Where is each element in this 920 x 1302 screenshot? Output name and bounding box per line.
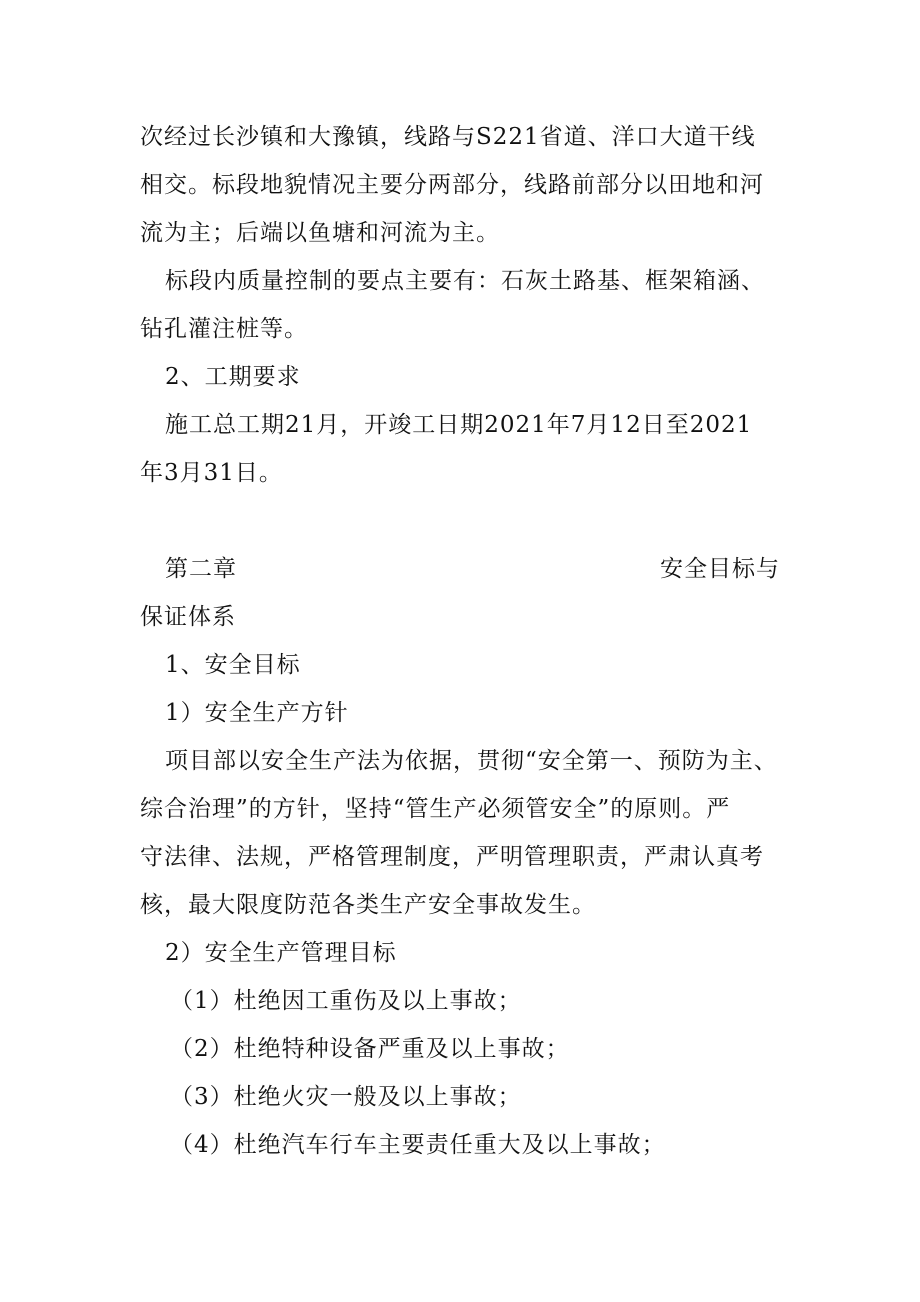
paragraph-line: 核，最大限度防范各类生产安全事故发生。 — [140, 892, 596, 918]
list-item: （4）杜绝汽车行车主要责任重大及以上事故； — [170, 1132, 666, 1158]
paragraph-line: 钻孔灌注桩等。 — [140, 316, 308, 342]
list-item: （3）杜绝火灾一般及以上事故； — [170, 1084, 522, 1110]
chapter-heading-left: 第二章 — [165, 556, 237, 582]
subsection-heading: 2）安全生产管理目标 — [165, 940, 397, 966]
paragraph-line: 相交。标段地貌情况主要分两部分，线路前部分以田地和河 — [140, 172, 764, 198]
paragraph-line: 流为主；后端以鱼塘和河流为主。 — [140, 220, 500, 246]
list-item: （2）杜绝特种设备严重及以上事故； — [170, 1036, 570, 1062]
section-heading: 1、安全目标 — [165, 652, 301, 678]
chapter-heading-continuation: 保证体系 — [140, 604, 236, 630]
paragraph-line: 项目部以安全生产法为依据，贯彻“安全第一、预防为主、 — [165, 748, 778, 774]
paragraph-line: 次经过长沙镇和大豫镇，线路与S221省道、洋口大道干线 — [140, 124, 756, 150]
paragraph-line: 综合治理”的方针，坚持“管生产必须管安全”的原则。严 — [140, 796, 731, 822]
paragraph-line: 标段内质量控制的要点主要有：石灰土路基、框架箱涵、 — [165, 268, 765, 294]
paragraph-line: 守法律、法规，严格管理制度，严明管理职责，严肃认真考 — [140, 844, 764, 870]
section-heading: 2、工期要求 — [165, 364, 301, 390]
list-item: （1）杜绝因工重伤及以上事故； — [170, 988, 522, 1014]
paragraph-line: 年3月31日。 — [140, 460, 283, 486]
paragraph-line: 施工总工期21月，开竣工日期2021年7月12日至2021 — [165, 412, 753, 438]
chapter-heading-right: 安全目标与 — [660, 556, 780, 582]
subsection-heading: 1）安全生产方针 — [165, 700, 349, 726]
